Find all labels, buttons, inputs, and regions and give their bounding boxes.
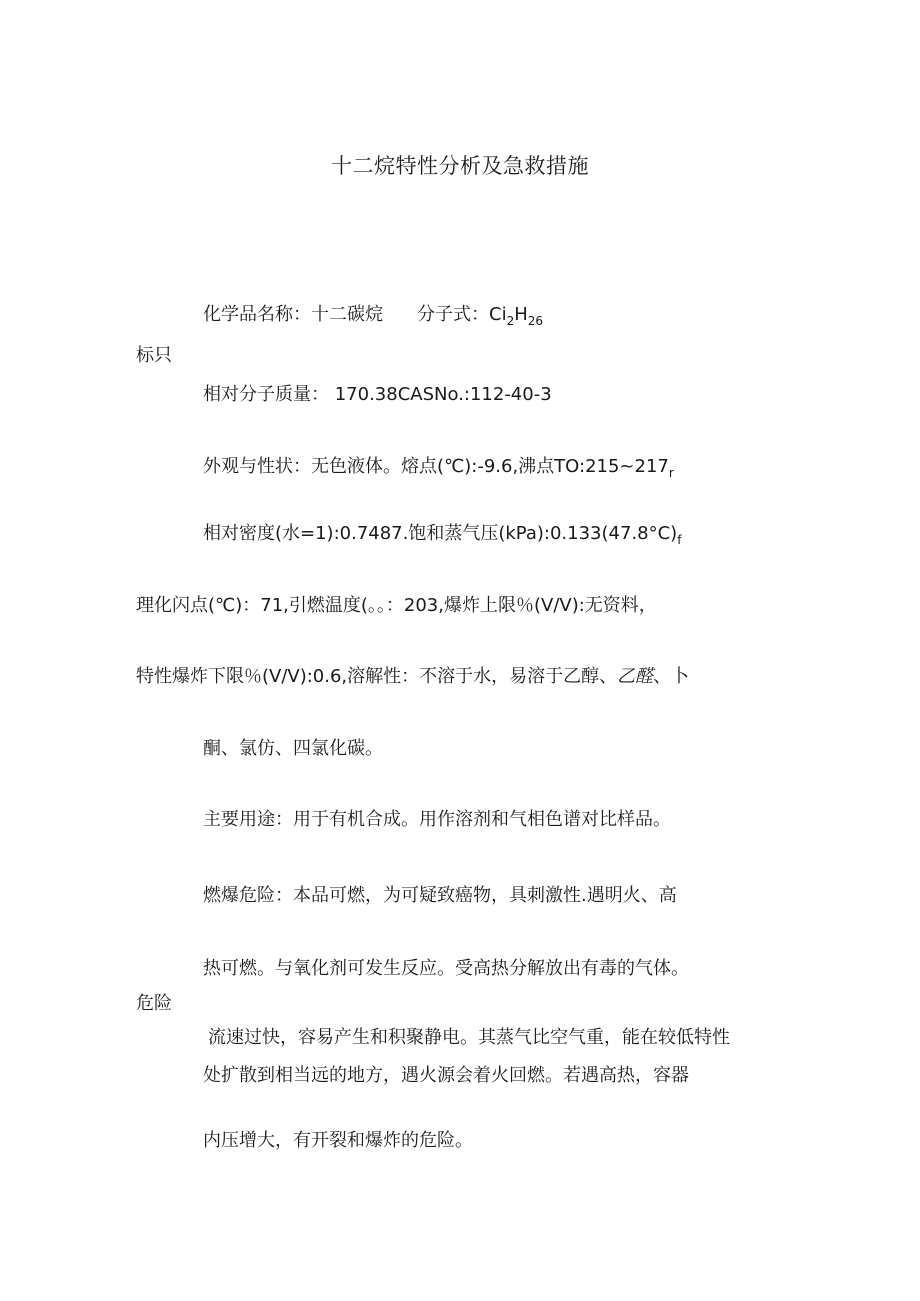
uses-line: 主要用途：用于有机合成。用作溶剂和气相色谱对比样品。 xyxy=(203,809,671,830)
density-text: 相对密度(水=1):0.7487.饱和蒸气压(kPa):0.133(47.8°C) xyxy=(203,523,678,544)
flash-point-line xyxy=(136,594,657,618)
explosion-lower-text: 爆炸下限％(V∕V):0.6,溶解性：不溶于水，易溶于乙醇、 xyxy=(172,666,618,687)
page-title: 十二烷特性分析及急救措施 xyxy=(331,154,589,178)
explosion-lower-italic: 乙醛 xyxy=(617,666,654,687)
section-label-hazard-2: 特性 xyxy=(694,1027,730,1048)
explosion-lower-line xyxy=(136,665,689,689)
appearance-text: 外观与性状：无色液体。熔点(℃):-9.6,沸点TO:215~217 xyxy=(203,456,669,477)
density-line xyxy=(203,522,681,547)
hazard-line-3-text: 流速过快，容易产生和积聚静电。其蒸气比空气重，能在较低 xyxy=(208,1027,694,1048)
formula-c-subscript: 2 xyxy=(506,314,515,328)
section-label-identification: 标只 xyxy=(136,345,172,366)
formula-c: C xyxy=(489,304,502,325)
formula-c-subscript-i: i xyxy=(501,304,507,325)
solvents-line: 酮、氯仿、四氯化碳。 xyxy=(203,738,383,759)
hazard-line-1: 燃爆危险：本品可燃，为可疑致癌物，具刺激性.遇明火、高 xyxy=(203,885,677,906)
chemical-name-line xyxy=(203,303,543,328)
appearance-tail: r xyxy=(668,466,674,480)
chemical-name: 化学品名称：十二碳烷 xyxy=(203,304,383,325)
density-tail: f xyxy=(677,533,682,547)
explosion-lower-tail: 、卜 xyxy=(653,666,690,687)
appearance-line xyxy=(203,455,674,480)
formula-h: H xyxy=(514,304,528,325)
formula-h-subscript: 26 xyxy=(527,314,544,328)
section-label-properties-2: 特性 xyxy=(136,666,172,687)
section-label-properties: 理化 xyxy=(136,595,172,616)
hazard-line-4: 处扩散到相当远的地方，遇火源会着火回燃。若遇高热，容器 xyxy=(203,1065,689,1086)
flash-point-text: 闪点(℃)：71,引燃温度(。。：203,爆炸上限％(V∕V):无资料， xyxy=(172,595,657,616)
section-label-hazard: 危险 xyxy=(136,993,172,1014)
molecular-mass-line: 相对分子质量： 170.38CASNo.:112-40-3 xyxy=(203,384,552,405)
formula-label: 分子式： xyxy=(417,304,489,325)
hazard-line-3 xyxy=(208,1026,730,1050)
hazard-line-5: 内压增大，有开裂和爆炸的危险。 xyxy=(203,1130,473,1151)
hazard-line-2: 热可燃。与氧化剂可发生反应。受高热分解放出有毒的气体。 xyxy=(203,958,689,979)
